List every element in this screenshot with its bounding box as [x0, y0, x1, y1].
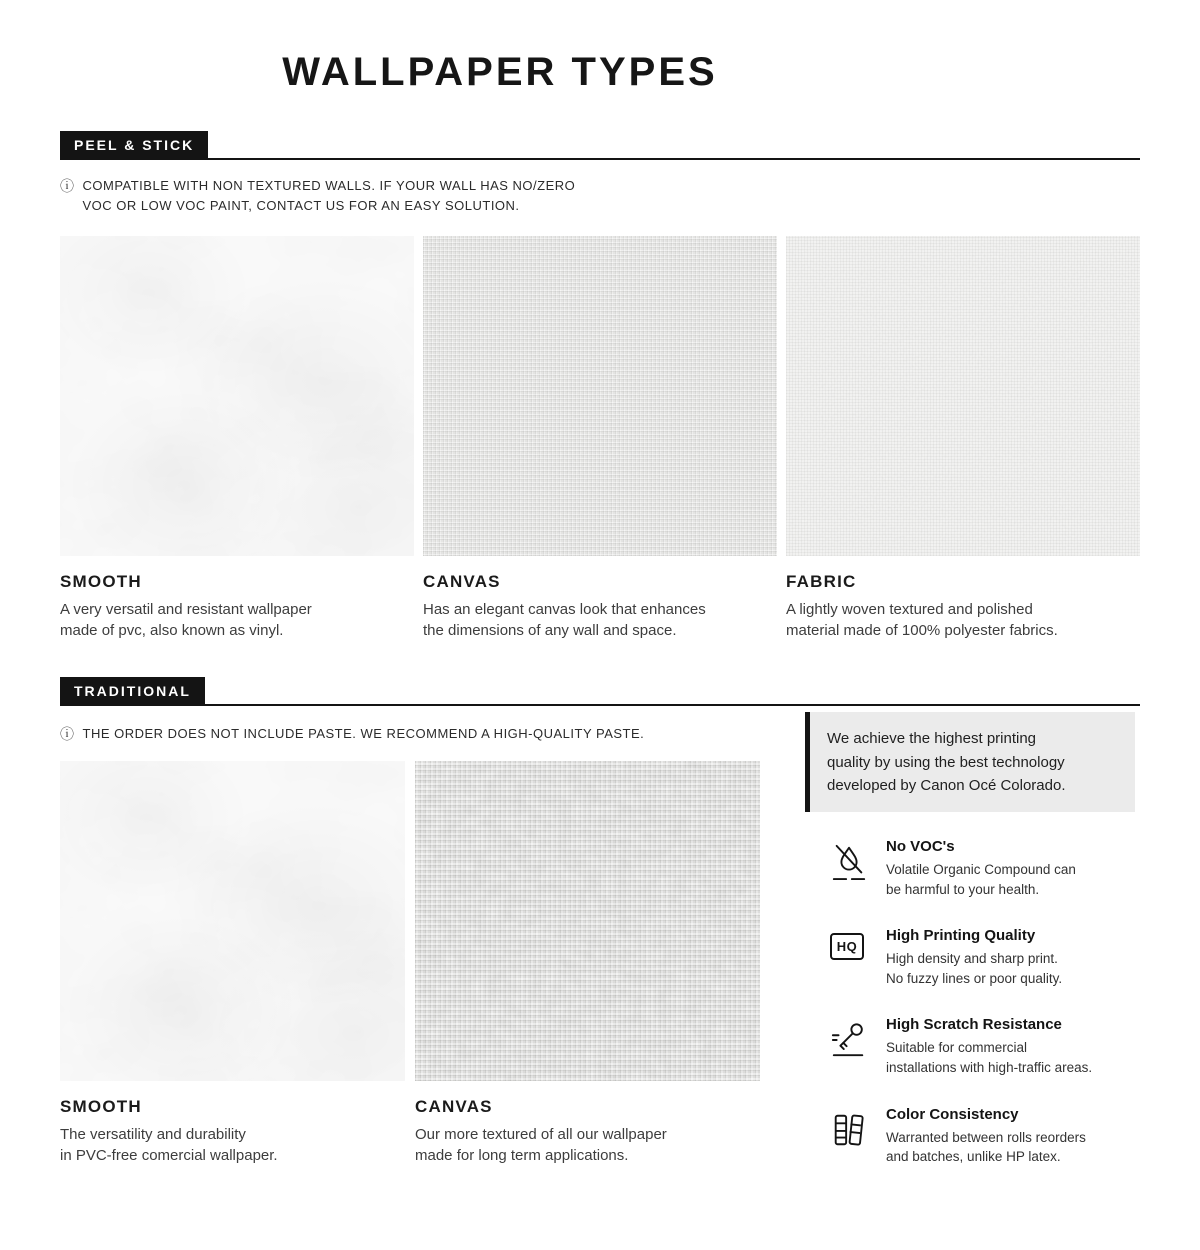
feature-title: High Scratch Resistance	[886, 1016, 1062, 1034]
traditional-swatch-row	[60, 761, 760, 1166]
swatch-label: CANVAS	[423, 572, 501, 592]
feature-description: Suitable for commercial installations with high-traffic areas.	[886, 1040, 1093, 1076]
feature-text	[886, 1106, 1086, 1167]
swatch-label: FABRIC	[786, 572, 857, 592]
canvas-texture-swatch	[415, 761, 760, 1081]
peel-stick-badge: PEEL & STICK	[60, 131, 208, 158]
swatch-description: A lightly woven textured and polished material made of 100% polyester fabrics.	[786, 601, 1058, 640]
canvas-noise-overlay	[423, 236, 777, 556]
feature-description: Warranted between rolls reorders and batches, unlike HP latex.	[886, 1129, 1086, 1165]
canvas-noise-overlay	[415, 761, 760, 1081]
swatch-label: SMOOTH	[60, 572, 142, 592]
feature-no-voc	[830, 838, 1135, 899]
traditional-column	[60, 712, 760, 1194]
traditional-note	[60, 724, 760, 744]
feature-text	[886, 838, 1076, 899]
wallpaper-types-infographic	[0, 50, 1200, 1195]
hq-icon	[830, 927, 868, 988]
swatch-description: The versatility and durability in PVC-free comercial wallpaper.	[60, 1125, 278, 1164]
feature-list	[805, 838, 1135, 1167]
no-voc-icon	[830, 838, 868, 899]
peel-stick-smooth-column	[60, 236, 414, 641]
traditional-smooth-column	[60, 761, 405, 1166]
smooth-texture-swatch	[60, 236, 414, 556]
scratch-resistance-icon	[830, 1016, 868, 1077]
traditional-canvas-column	[415, 761, 760, 1166]
smooth-noise-overlay	[60, 761, 405, 1081]
traditional-badge: TRADITIONAL	[60, 677, 205, 704]
swatch-label: SMOOTH	[60, 1096, 142, 1116]
traditional-section-header	[60, 677, 1140, 706]
peel-stick-fabric-column	[786, 236, 1140, 641]
traditional-note-text: THE ORDER DOES NOT INCLUDE PASTE. WE RECOMMEND A HIGH-QUALITY PASTE.	[82, 726, 645, 742]
content-area	[0, 131, 1200, 1195]
feature-description: High density and sharp print. No fuzzy lines or poor quality.	[886, 951, 1063, 986]
canvas-texture-swatch	[423, 236, 777, 556]
swatch-description: A very versatil and resistant wallpaper made of pvc, also known as vinyl.	[60, 601, 312, 640]
printing-quality-callout: We achieve the highest printing quality by using the best technology developed by Canon Océ Colorado.	[805, 712, 1135, 812]
color-consistency-icon	[830, 1106, 868, 1167]
peel-stick-section-header	[60, 131, 1140, 160]
fabric-noise-overlay	[786, 236, 1140, 556]
swatch-label: CANVAS	[415, 1096, 493, 1116]
peel-stick-canvas-column	[423, 236, 777, 641]
peel-stick-note-text: COMPATIBLE WITH NON TEXTURED WALLS. IF YOUR WALL HAS NO/ZERO VOC OR LOW VOC PAINT, CONTACT US FOR AN EASY SOLUTION.	[82, 178, 576, 214]
info-icon: ⓘ	[60, 178, 75, 195]
feature-high-printing-quality	[830, 927, 1135, 988]
feature-color-consistency	[830, 1106, 1135, 1167]
smooth-noise-overlay	[60, 236, 414, 556]
page-title: WALLPAPER TYPES	[282, 50, 718, 94]
peel-stick-note	[60, 176, 1140, 216]
feature-description: Volatile Organic Compound can be harmful to your health.	[886, 862, 1076, 897]
fabric-texture-swatch	[786, 236, 1140, 556]
feature-title: No VOC's	[886, 838, 955, 856]
feature-text	[886, 1016, 1092, 1077]
hq-icon-label: HQ	[830, 933, 864, 960]
info-icon: ⓘ	[60, 726, 75, 743]
feature-title: High Printing Quality	[886, 927, 1036, 945]
feature-scratch-resistance	[830, 1016, 1135, 1077]
swatch-description: Our more textured of all our wallpaper made for long term applications.	[415, 1125, 667, 1164]
feature-text	[886, 927, 1062, 988]
bottom-area	[60, 712, 1140, 1194]
quality-sidebar	[805, 712, 1135, 1194]
smooth-texture-swatch	[60, 761, 405, 1081]
feature-title: Color Consistency	[886, 1105, 1019, 1123]
swatch-description: Has an elegant canvas look that enhances the dimensions of any wall and space.	[423, 601, 706, 640]
peel-stick-swatch-row	[60, 236, 1140, 641]
